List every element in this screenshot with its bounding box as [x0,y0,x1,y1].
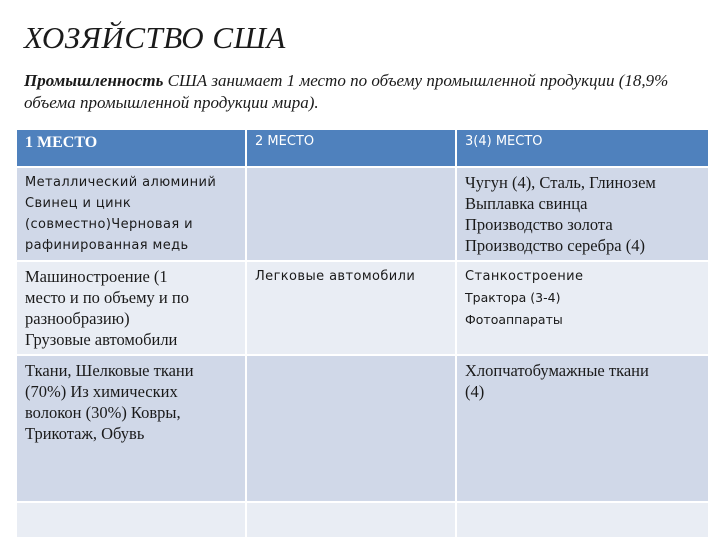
table-cell [17,261,246,355]
table-cell [17,167,246,261]
table-row [17,355,708,502]
cell-line: Фотоаппараты [465,312,563,327]
cell-line: Станкостроение [465,269,584,284]
table-cell [17,355,246,502]
table-cell-empty [246,355,456,502]
table-cell [456,167,708,261]
cell-line: рафинированная медь [25,238,189,253]
table-cell-empty [246,167,456,261]
table-row [17,167,708,261]
industry-table [17,130,708,537]
cell-line: Грузовые автомобили [25,330,178,349]
table-cell-empty [246,502,456,537]
slide-title: ХОЗЯЙСТВО США [24,20,286,55]
table-header-row [17,130,708,167]
cell-line: (4) [465,382,485,401]
table-cell-empty [17,502,246,537]
cell-line: Трикотаж, Обувь [25,424,145,443]
cell-line: волокон (30%) Ковры, [25,403,181,422]
cell-line: Легковые автомобили [255,269,416,284]
table-cell [246,261,456,355]
header-place-1: 1 МЕСТО [17,130,246,167]
header-place-2: 2 МЕСТО [246,130,456,167]
table-row [17,502,708,537]
cell-line: место и по объему и по [25,288,189,307]
cell-line: (70%) Из химических [25,382,178,401]
intro-paragraph [24,70,694,114]
cell-line: Чугун (4), Сталь, Глинозем [465,173,656,192]
cell-line: Производство золота [465,215,613,234]
cell-line: (совместно)Черновая и [25,217,193,232]
cell-line: разнообразию) [25,309,130,328]
table-row [17,261,708,355]
table-cell [456,355,708,502]
cell-line: Машиностроение (1 [25,267,168,286]
cell-line: Хлопчатобумажные ткани [465,361,649,380]
header-place-3-4: 3(4) МЕСТО [456,130,708,167]
cell-line: Ткани, Шелковые ткани [25,361,194,380]
cell-line: Металлический алюминий [25,175,217,190]
table-cell [456,261,708,355]
cell-line: Свинец и цинк [25,196,132,211]
table-cell-empty [456,502,708,537]
intro-bold-term: Промышленность [24,71,164,90]
cell-line: Трактора (3-4) [465,290,561,305]
cell-line: Производство серебра (4) [465,236,645,255]
intro-text: США занимает 1 место по объему промышленной продукции (18,9% объема промышленной продукции мира). [24,71,669,112]
cell-line: Выплавка свинца [465,194,588,213]
